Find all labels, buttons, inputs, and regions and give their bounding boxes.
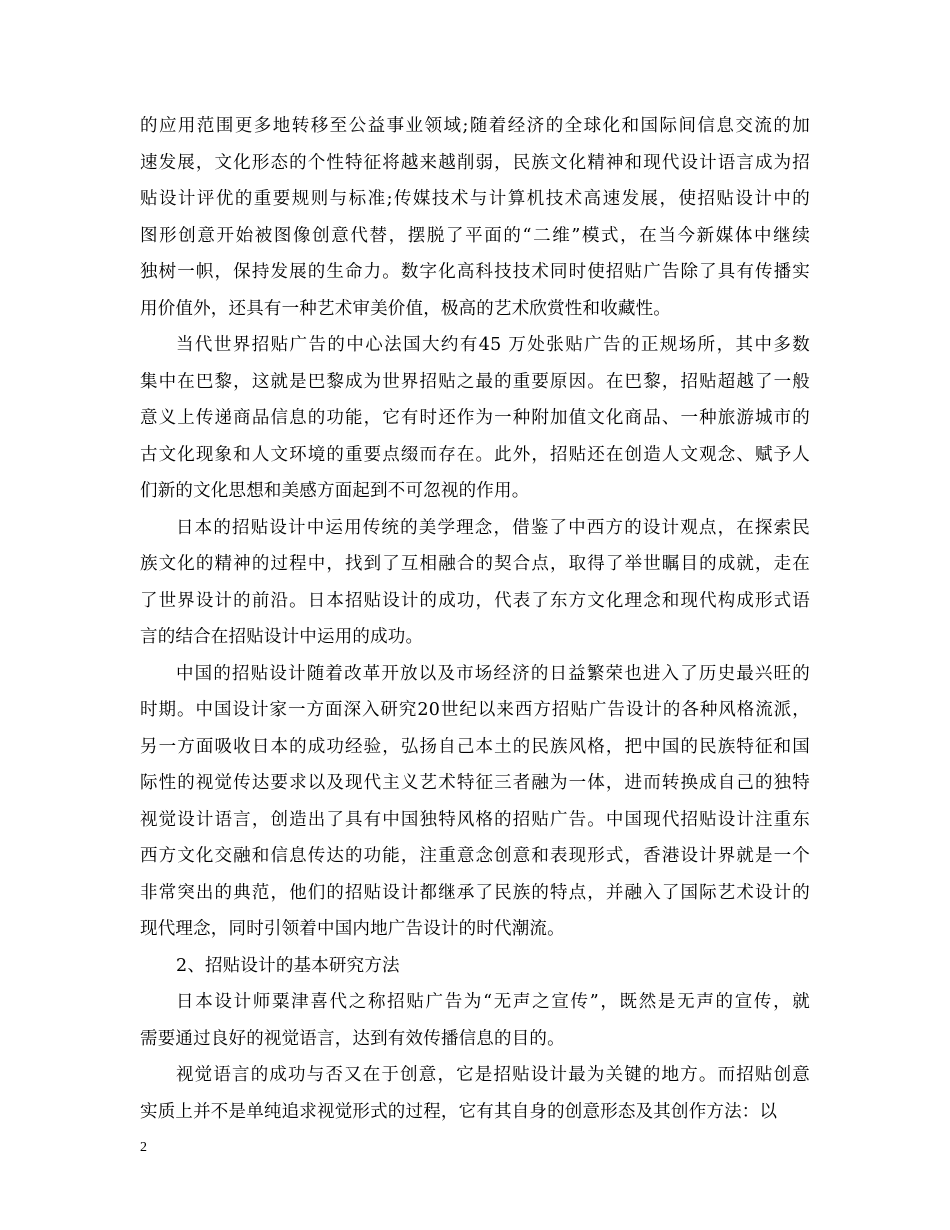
text-line: 们新的文化思想和美感方面起到不可忽视的作用。 bbox=[140, 481, 530, 501]
text-line: 际性的视觉传达要求以及现代主义艺术特征三者融为一体，进而转换成自己的独特 bbox=[140, 773, 810, 793]
text-line: 2、招贴设计的基本研究方法 bbox=[176, 955, 400, 976]
text-line: 非常突出的典范，他们的招贴设计都继承了民族的特点，并融入了国际艺术设计的 bbox=[140, 882, 810, 903]
text-line: 古文化现象和人文环境的重要点缀而存在。此外，招贴还在创造人文观念、赋予人 bbox=[140, 444, 810, 465]
text-line: 现代理念，同时引领着中国内地广告设计的时代潮流。 bbox=[140, 919, 565, 939]
text-line: 图形创意开始被图像创意代替，摆脱了平面的“二维”模式，在当今新媒体中继续 bbox=[140, 225, 810, 246]
text-line: 日本的招贴设计中运用传统的美学理念，借鉴了中西方的设计观点，在探索民 bbox=[176, 517, 810, 538]
text-line: 贴设计评优的重要规则与标准;传媒技术与计算机技术高速发展，使招贴设计中的 bbox=[140, 189, 810, 209]
text-line: 需要通过良好的视觉语言，达到有效传播信息的目的。 bbox=[140, 1028, 565, 1049]
text-line: 了世界设计的前沿。日本招贴设计的成功，代表了东方文化理念和现代构成形式语 bbox=[140, 590, 810, 611]
text-line: 用价值外，还具有一种艺术审美价值，极高的艺术欣赏性和收藏性。 bbox=[140, 298, 671, 319]
text-line: 速发展，文化形态的个性特征将越来越削弱，民族文化精神和现代设计语言成为招 bbox=[140, 152, 810, 173]
text-line: 中国的招贴设计随着改革开放以及市场经济的日益繁荣也进入了历史最兴旺的 bbox=[176, 663, 810, 684]
text-line: 时期。中国设计家一方面深入研究20世纪以来西方招贴广告设计的各种风格流派， bbox=[140, 700, 810, 720]
text-line: 的应用范围更多地转移至公益事业领域;随着经济的全球化和国际间信息交流的加 bbox=[140, 116, 810, 136]
text-line: 实质上并不是单纯追求视觉形式的过程，它有其自身的创意形态及其创作方法：以 bbox=[140, 1101, 778, 1122]
text-line: 西方文化交融和信息传达的功能，注重意念创意和表现形式，香港设计界就是一个 bbox=[140, 846, 810, 866]
text-line: 视觉设计语言，创造出了具有中国独特风格的招贴广告。中国现代招贴设计注重东 bbox=[140, 809, 810, 830]
text-line: 另一方面吸收日本的成功经验，弘扬自己本土的民族风格，把中国的民族特征和国 bbox=[140, 736, 810, 757]
text-line: 当代世界招贴广告的中心法国大约有45 万处张贴广告的正规场所，其中多数 bbox=[176, 335, 810, 355]
text-line: 日本设计师粟津喜代之称招贴广告为“无声之宣传”，既然是无声的宣传，就 bbox=[176, 992, 810, 1012]
text-line: 族文化的精神的过程中，找到了互相融合的契合点，取得了举世瞩目的成就，走在 bbox=[140, 554, 810, 574]
text-line: 视觉语言的成功与否又在于创意，它是招贴设计最为关键的地方。而招贴创意 bbox=[176, 1065, 810, 1085]
text-line: 言的结合在招贴设计中运用的成功。 bbox=[140, 627, 424, 647]
text-line: 意义上传递商品信息的功能，它有时还作为一种附加值文化商品、一种旅游城市的 bbox=[140, 408, 810, 428]
page-number: 2 bbox=[140, 1140, 147, 1155]
text-line: 集中在巴黎，这就是巴黎成为世界招贴之最的重要原因。在巴黎，招贴超越了一般 bbox=[140, 371, 810, 392]
text-line: 独树一帜，保持发展的生命力。数字化高科技技术同时使招贴广告除了具有传播实 bbox=[140, 262, 810, 282]
